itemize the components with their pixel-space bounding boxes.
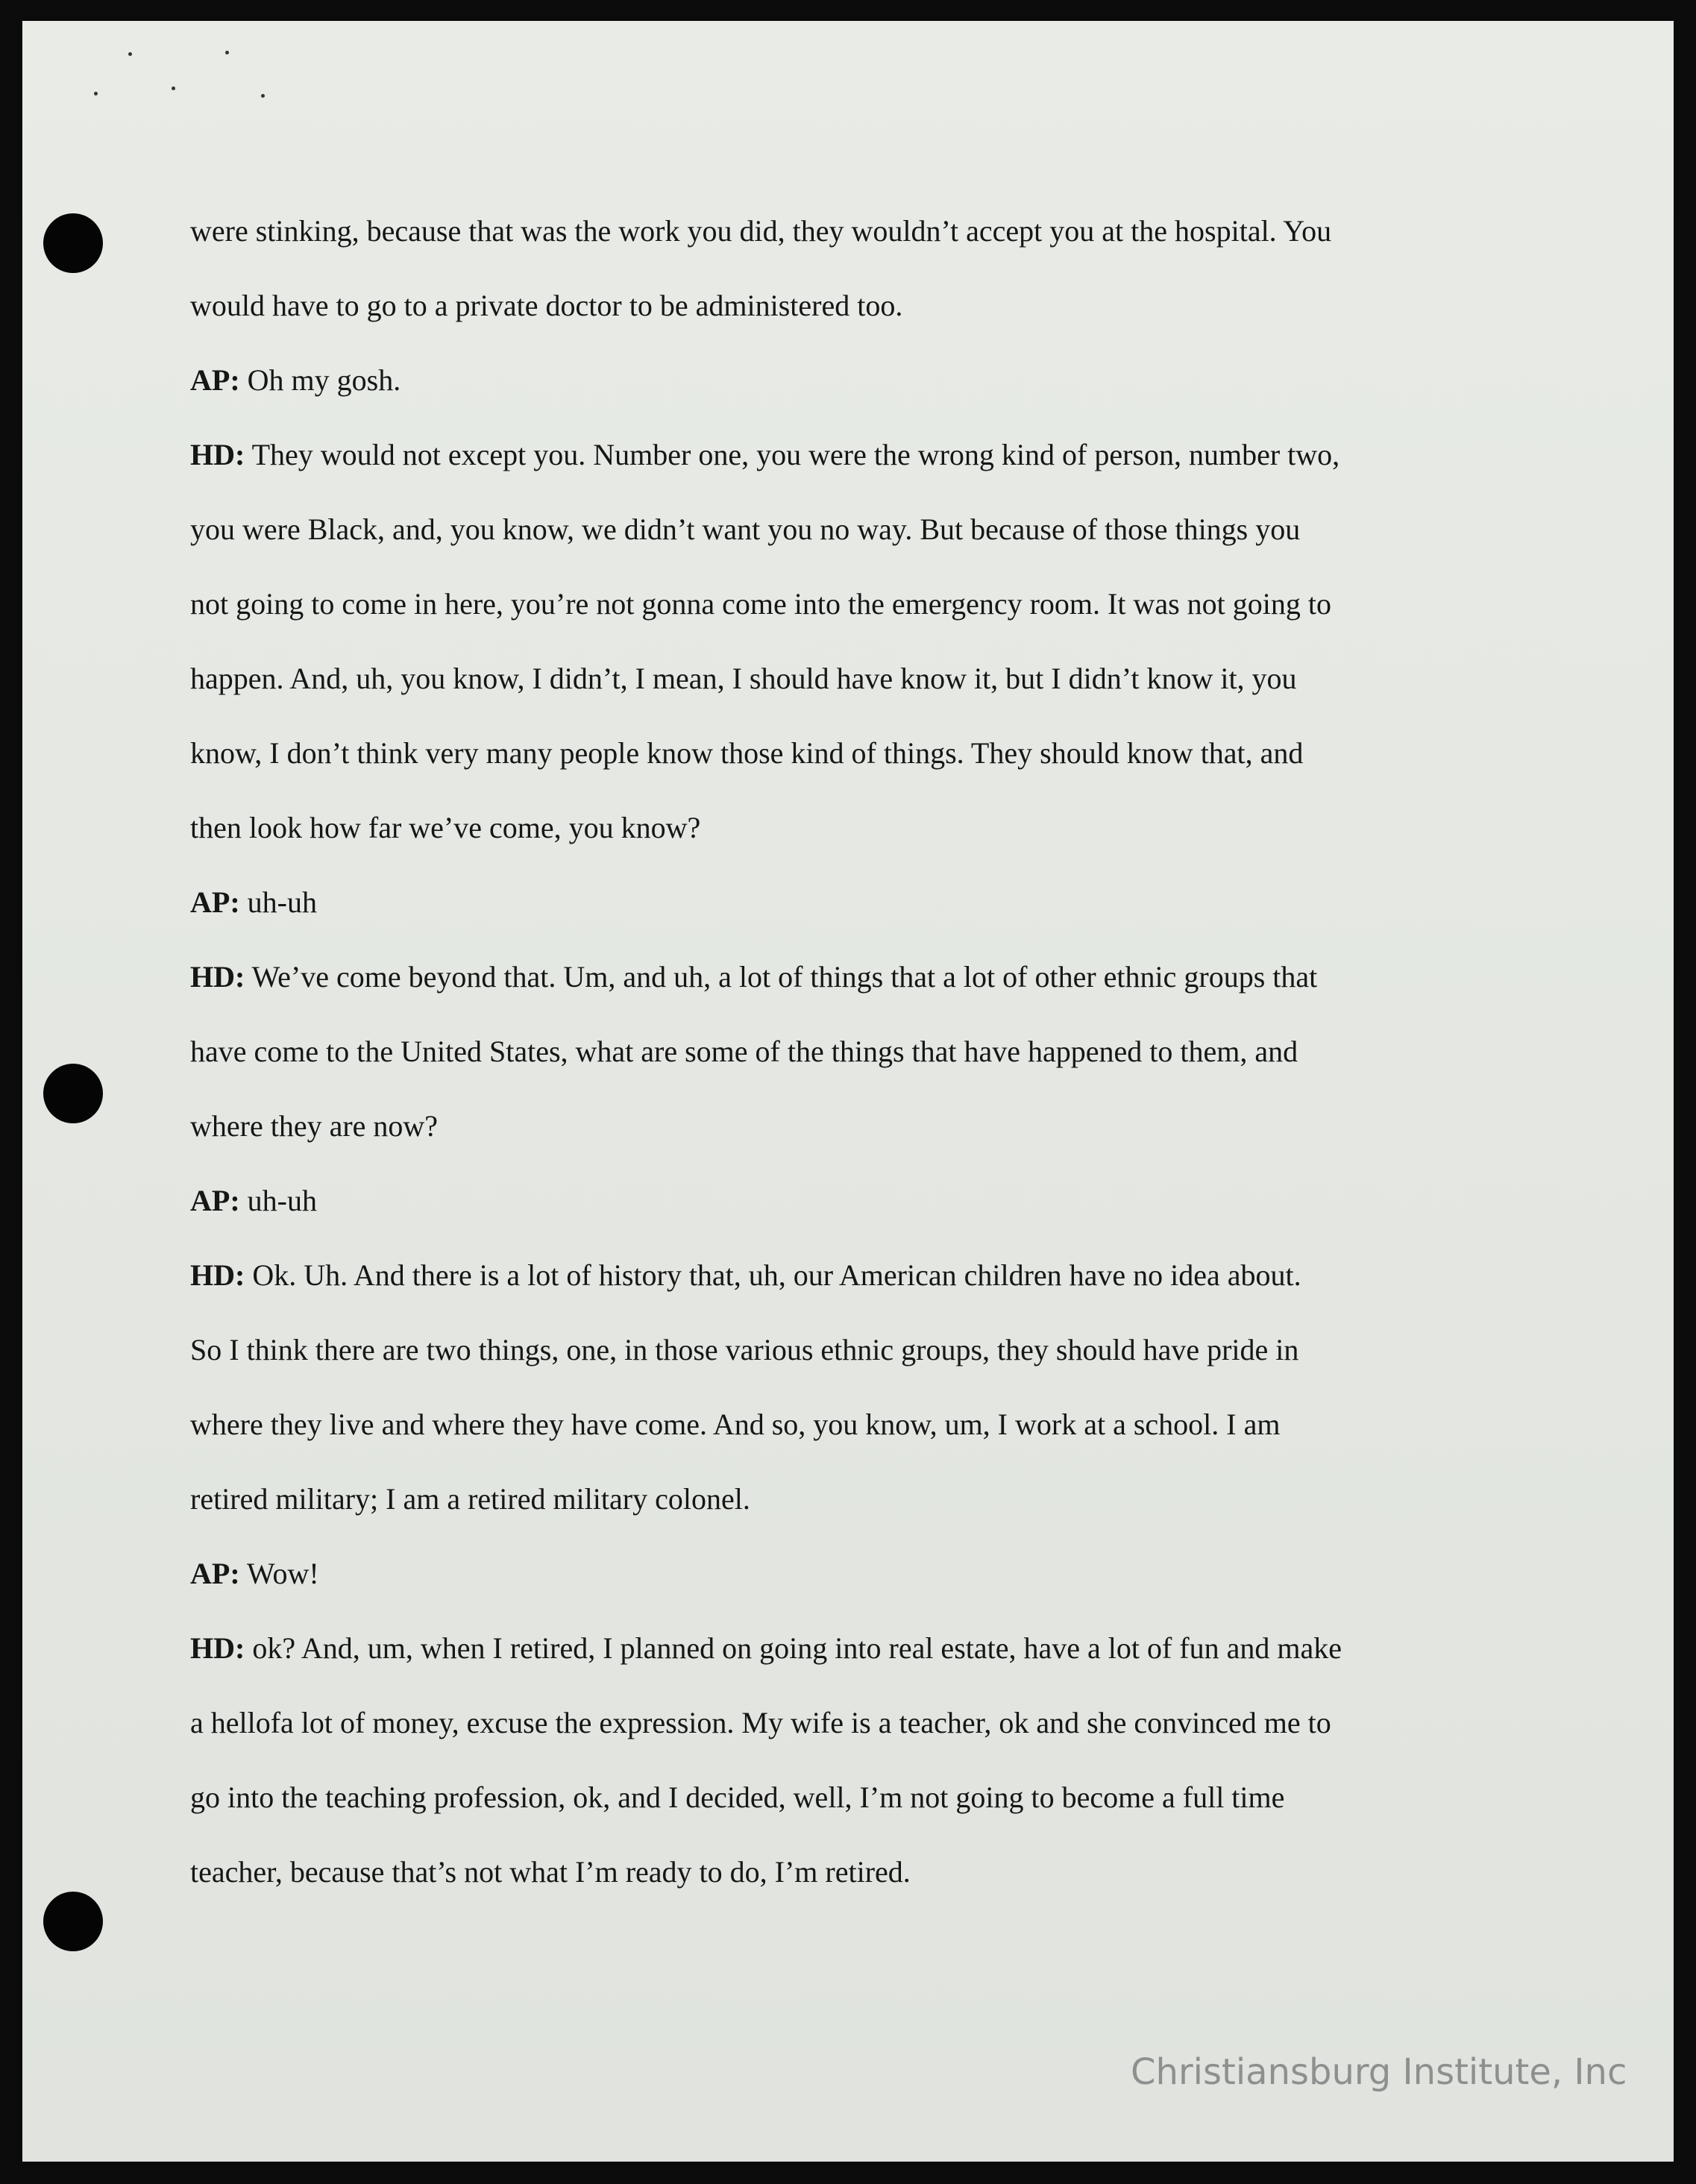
line-text: They would not except you. Number one, you were the wrong kind of person, number two, — [245, 438, 1340, 471]
line-text: where they live and where they have come. And so, you know, um, I work at a school. I am — [190, 1408, 1281, 1441]
transcript-line — [190, 1760, 1503, 1835]
line-text: go into the teaching profession, ok, and I decided, well, I’m not going to become a full time — [190, 1780, 1285, 1814]
line-text: uh-uh — [239, 1184, 317, 1217]
transcript-line — [190, 492, 1503, 567]
line-text: where they are now? — [190, 1109, 439, 1143]
paper-speck — [225, 51, 229, 54]
transcript-line — [190, 1462, 1503, 1537]
transcript-line — [190, 791, 1503, 865]
binder-hole-top — [43, 213, 103, 273]
transcript-line — [190, 716, 1503, 791]
line-text: you were Black, and, you know, we didn’t want you no way. But because of those things you — [190, 512, 1301, 546]
speaker-label: AP: — [190, 363, 240, 397]
line-text: retired military; I am a retired military colonel. — [190, 1482, 750, 1516]
line-text: Ok. Uh. And there is a lot of history that, uh, our American children have no idea about. — [245, 1258, 1301, 1292]
transcript-line — [190, 1387, 1503, 1462]
paper-speck — [172, 87, 175, 90]
transcript-line — [190, 1238, 1503, 1313]
speaker-label: AP: — [190, 1184, 240, 1217]
transcript-line — [190, 1313, 1503, 1387]
transcript-line — [190, 1014, 1503, 1089]
speaker-label: HD: — [190, 438, 245, 471]
speaker-label: AP: — [190, 1557, 240, 1590]
line-text: a hellofa lot of money, excuse the expression. My wife is a teacher, ok and she convinced me to — [190, 1706, 1331, 1739]
line-text: We’ve come beyond that. Um, and uh, a lot of things that a lot of other ethnic groups that — [245, 960, 1318, 994]
binder-hole-middle — [43, 1064, 103, 1123]
transcript-line — [190, 1686, 1503, 1760]
transcript-body — [190, 194, 1503, 1910]
transcript-line — [190, 1164, 1503, 1238]
transcript-line — [190, 1611, 1503, 1686]
speaker-label: HD: — [190, 1631, 245, 1665]
transcript-line — [190, 641, 1503, 716]
paper-speck — [94, 92, 98, 95]
line-text: uh-uh — [239, 885, 317, 919]
line-text: were stinking, because that was the work you did, they wouldn’t accept you at the hospital. You — [190, 214, 1332, 248]
line-text: would have to go to a private doctor to be administered too. — [190, 289, 903, 322]
line-text: Wow! — [239, 1557, 319, 1590]
paper-speck — [128, 52, 132, 56]
speaker-label: HD: — [190, 1258, 245, 1292]
speaker-label: AP: — [190, 885, 240, 919]
line-text: know, I don’t think very many people know those kind of things. They should know that, and — [190, 736, 1304, 770]
transcript-line — [190, 194, 1503, 269]
line-text: So I think there are two things, one, in those various ethnic groups, they should have pride in — [190, 1333, 1299, 1366]
line-text: have come to the United States, what are some of the things that have happened to them, and — [190, 1035, 1298, 1068]
transcript-line — [190, 567, 1503, 641]
line-text: Oh my gosh. — [239, 363, 401, 397]
line-text: then look how far we’ve come, you know? — [190, 811, 701, 844]
binder-hole-bottom — [43, 1892, 103, 1951]
paper-speck — [261, 94, 265, 98]
watermark: Christiansburg Institute, Inc — [1131, 2051, 1627, 2093]
line-text: ok? And, um, when I retired, I planned on going into real estate, have a lot of fun and make — [245, 1631, 1342, 1665]
line-text: happen. And, uh, you know, I didn’t, I mean, I should have know it, but I didn’t know it, you — [190, 662, 1297, 695]
transcript-line — [190, 418, 1503, 492]
transcript-line — [190, 269, 1503, 343]
transcript-line — [190, 940, 1503, 1014]
transcript-line — [190, 1537, 1503, 1611]
transcript-line — [190, 1835, 1503, 1910]
transcript-line — [190, 865, 1503, 940]
transcript-line — [190, 1089, 1503, 1164]
line-text: teacher, because that’s not what I’m ready to do, I’m retired. — [190, 1855, 911, 1889]
transcript-line — [190, 343, 1503, 418]
line-text: not going to come in here, you’re not gonna come into the emergency room. It was not going to — [190, 587, 1332, 621]
speaker-label: HD: — [190, 960, 245, 994]
